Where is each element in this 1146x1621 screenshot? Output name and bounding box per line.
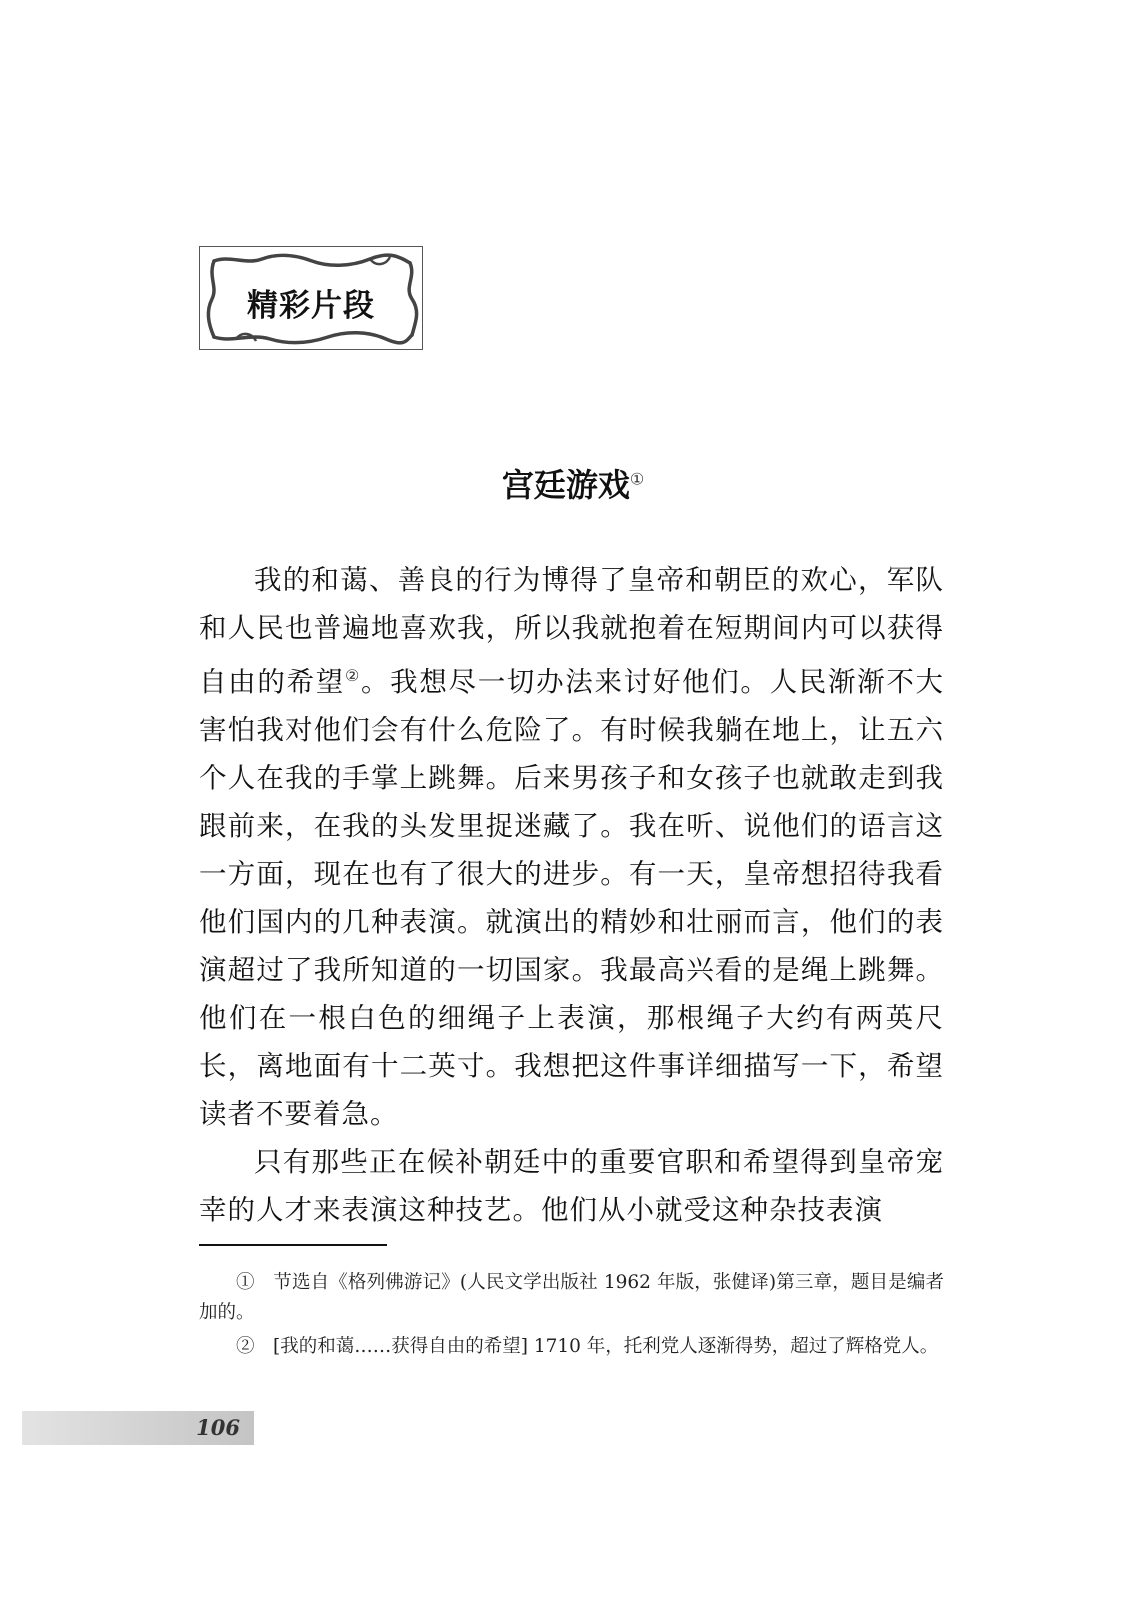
paragraph-1-part-1: 我的和蔼、善良的行为博得了皇帝和朝臣的欢心，军队和人民也普遍地喜欢我，所以我就抱着在短期间内可以获得自由的希望 [199,564,944,699]
paragraph-1-footnote-mark: ② [344,666,361,685]
chapter-title [0,460,1146,506]
footnote-divider [199,1244,387,1246]
chapter-title-text: 宫廷游戏 [501,466,630,504]
section-badge [199,246,423,350]
footnote-2: ② [我的和蔼……获得自由的希望] 1710 年，托利党人逐渐得势，超过了辉格党人。 [236,1336,939,1357]
page-number: 106 [196,1415,240,1440]
page-number-bar [22,1411,254,1445]
paragraph-2: 只有那些正在候补朝廷中的重要官职和希望得到皇帝宠幸的人才来表演这种技艺。他们从小就受这种杂技表演 [199,1146,944,1227]
body-text [199,556,944,1234]
chapter-footnote-mark: ① [629,469,645,489]
paragraph-1-part-2: 。我想尽一切办法来讨好他们。人民渐渐不大害怕我对他们会有什么危险了。有时候我躺在地上，让五六个人在我的手掌上跳舞。后来男孩子和女孩子也就敢走到我跟前来，在我的头发里捉迷藏了。我在听、说他们的语言这一方面，现在也有了很大的进步。有一天，皇帝想招待我看他们国内的几种表演。就演出的精妙和壮丽而言，他们的表演超过了我所知道的一切国家。我最高兴看的是绳上跳舞。他们在一根白色的细绳子上表演，那根绳子大约有两英尺长，离地面有十二英寸。我想把这件事详细描写一下，希望读者不要着急。 [199,666,945,1131]
footnotes [199,1268,944,1366]
paragraph-1 [199,556,944,1138]
section-badge-label: 精彩片段 [247,288,375,324]
footnote-1: ① 节选自《格列佛游记》(人民文学出版社 1962 年版，张健译)第三章，题目是编者加的。 [199,1272,944,1323]
